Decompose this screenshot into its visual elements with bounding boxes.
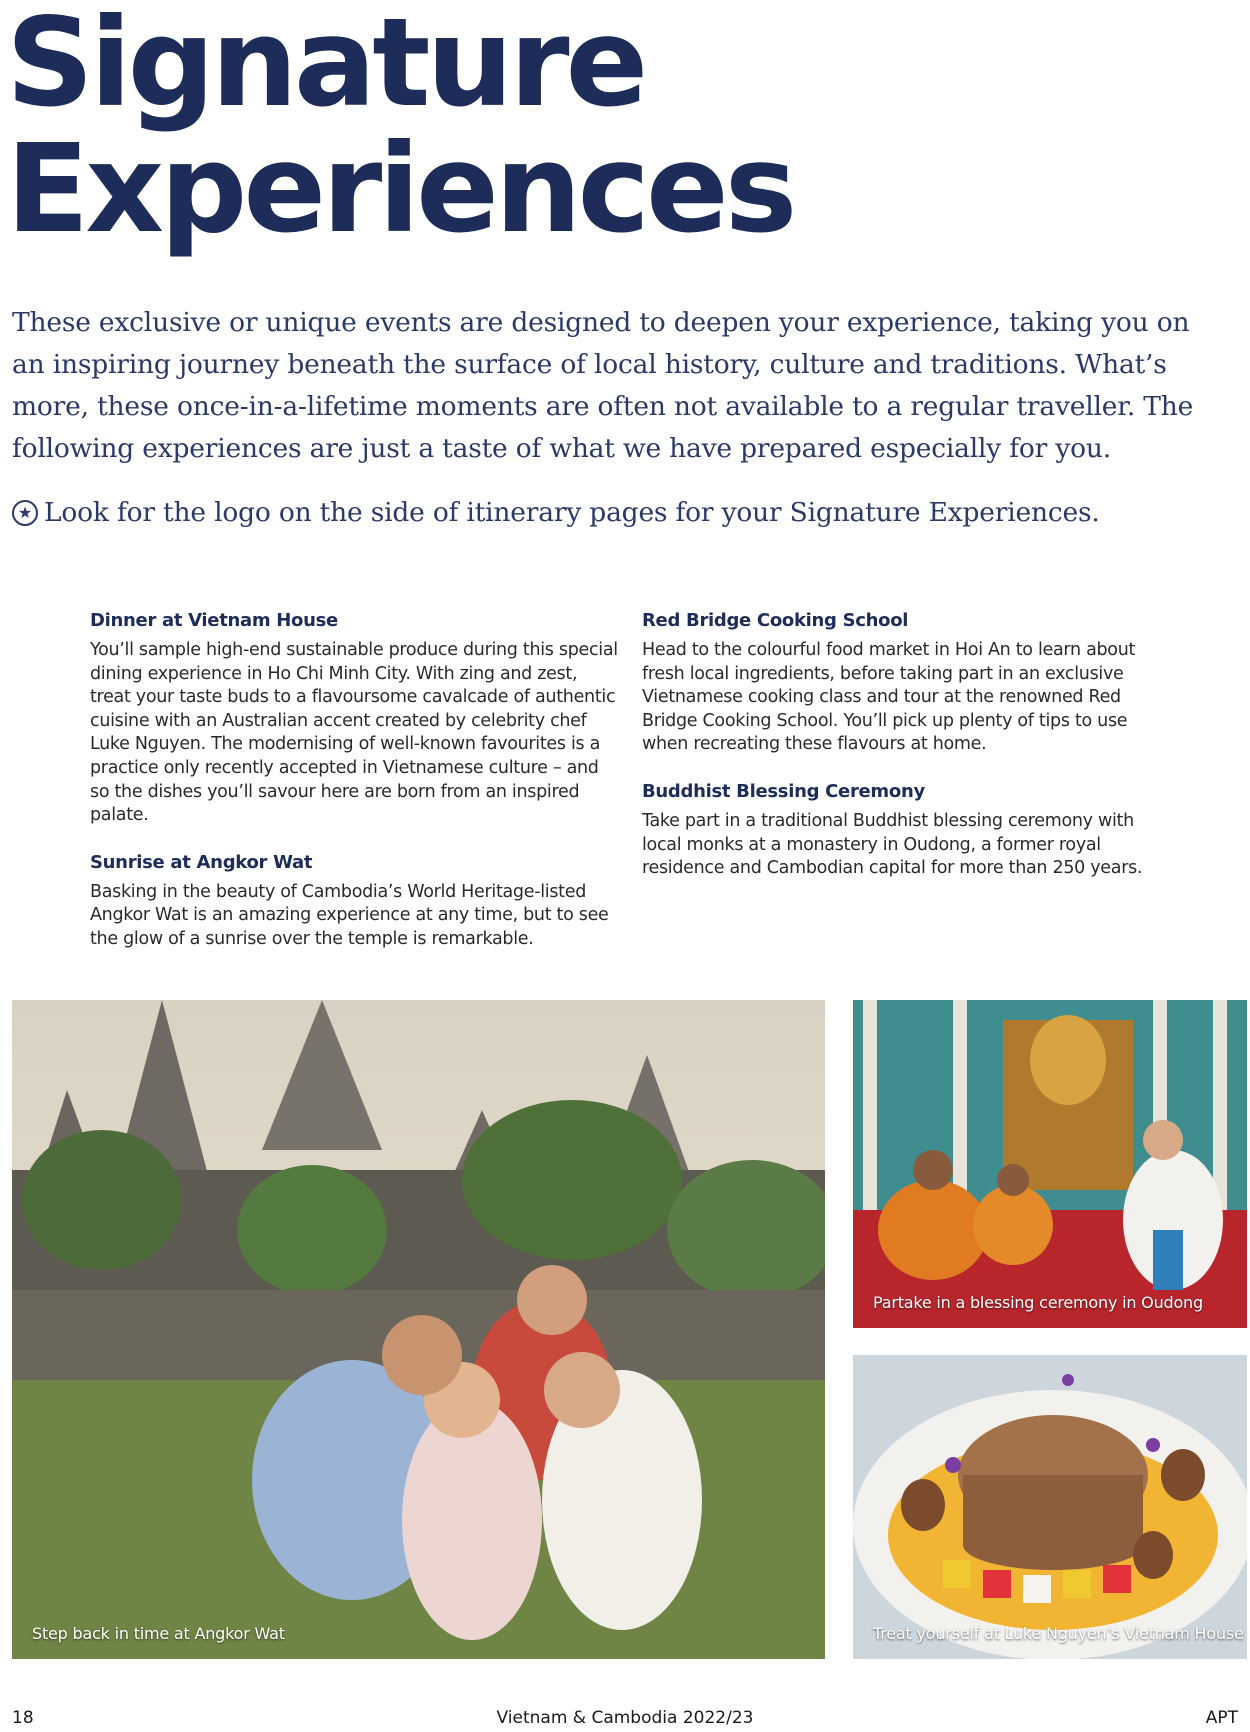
experience-body: Basking in the beauty of Cambodia’s World Heritage-listed Angkor Wat is an amazing experience at any time, but to see the glow of a sunrise over the temple is remarkable. [90,881,609,949]
brochure-title: Vietnam & Cambodia 2022/23 [496,1708,754,1728]
food-dish-image [853,1355,1247,1659]
photo-caption: Partake in a blessing ceremony in Oudong [873,1293,1203,1312]
experience-body: Take part in a traditional Buddhist blessing ceremony with local monks at a monastery in Oudong, a former royal residence and Cambodian capital for more than 250 years. [642,810,1143,879]
experiences-left-column [90,610,620,976]
experience-item [90,852,620,952]
photo-caption: Treat yourself at Luke Nguyen’s Vietnam House [873,1624,1244,1643]
logo-note [12,492,1212,534]
angkor-wat-photo [12,1000,825,1659]
experience-item [642,610,1172,757]
blessing-ceremony-image [853,1000,1247,1328]
experience-body: You’ll sample high-end sustainable produce during this special dining experience in Ho Chi Minh City. With zing and zest, treat your taste buds to a flavoursome cavalcade of authentic cuisine with an Australian accent created by celebrity chef Luke Nguyen. The modernising of well-known favourites is a practice only recently accepted in Vietnamese culture – and so the dishes you’ll savour here are born from an inspired palate. [90,640,618,826]
experiences-right-column [642,610,1172,905]
logo-note-text: Look for the logo on the side of itinerary pages for your Signature Experiences. [44,497,1100,528]
experience-body: Head to the colourful food market in Hoi An to learn about fresh local ingredients, before taking part in an exclusive Vietnamese cooking class and tour at the renowned Red Bridge Cooking School. You’ll pick up plenty of tips to use when recreating these flavours at home. [642,640,1136,755]
intro-paragraph: These exclusive or unique events are designed to deepen your experience, taking you on an inspiring journey beneath the surface of local history, culture and traditions. What’s more, these once-in-a-lifetime moments are often not available to a regular traveller. The following experiences are just a taste of what we have prepared especially for you. [12,307,1194,464]
title-line-1: Signature [6,0,645,134]
page-title [6,0,794,260]
blessing-ceremony-photo [853,1000,1247,1328]
page-footer [12,1708,1238,1732]
experience-heading: Buddhist Blessing Ceremony [642,780,925,802]
title-line-2: Experiences [6,118,794,260]
experience-heading: Sunrise at Angkor Wat [90,851,313,873]
brand-name: APT [1205,1708,1238,1728]
experience-item [642,781,1172,881]
photo-caption: Step back in time at Angkor Wat [32,1624,285,1643]
experience-heading: Dinner at Vietnam House [90,610,338,631]
angkor-wat-image [12,1000,825,1659]
signature-star-icon: ★ [12,500,38,526]
food-dish-photo [853,1355,1247,1659]
experience-heading: Red Bridge Cooking School [642,610,909,631]
experience-item [90,610,620,828]
page-number: 18 [12,1708,34,1728]
